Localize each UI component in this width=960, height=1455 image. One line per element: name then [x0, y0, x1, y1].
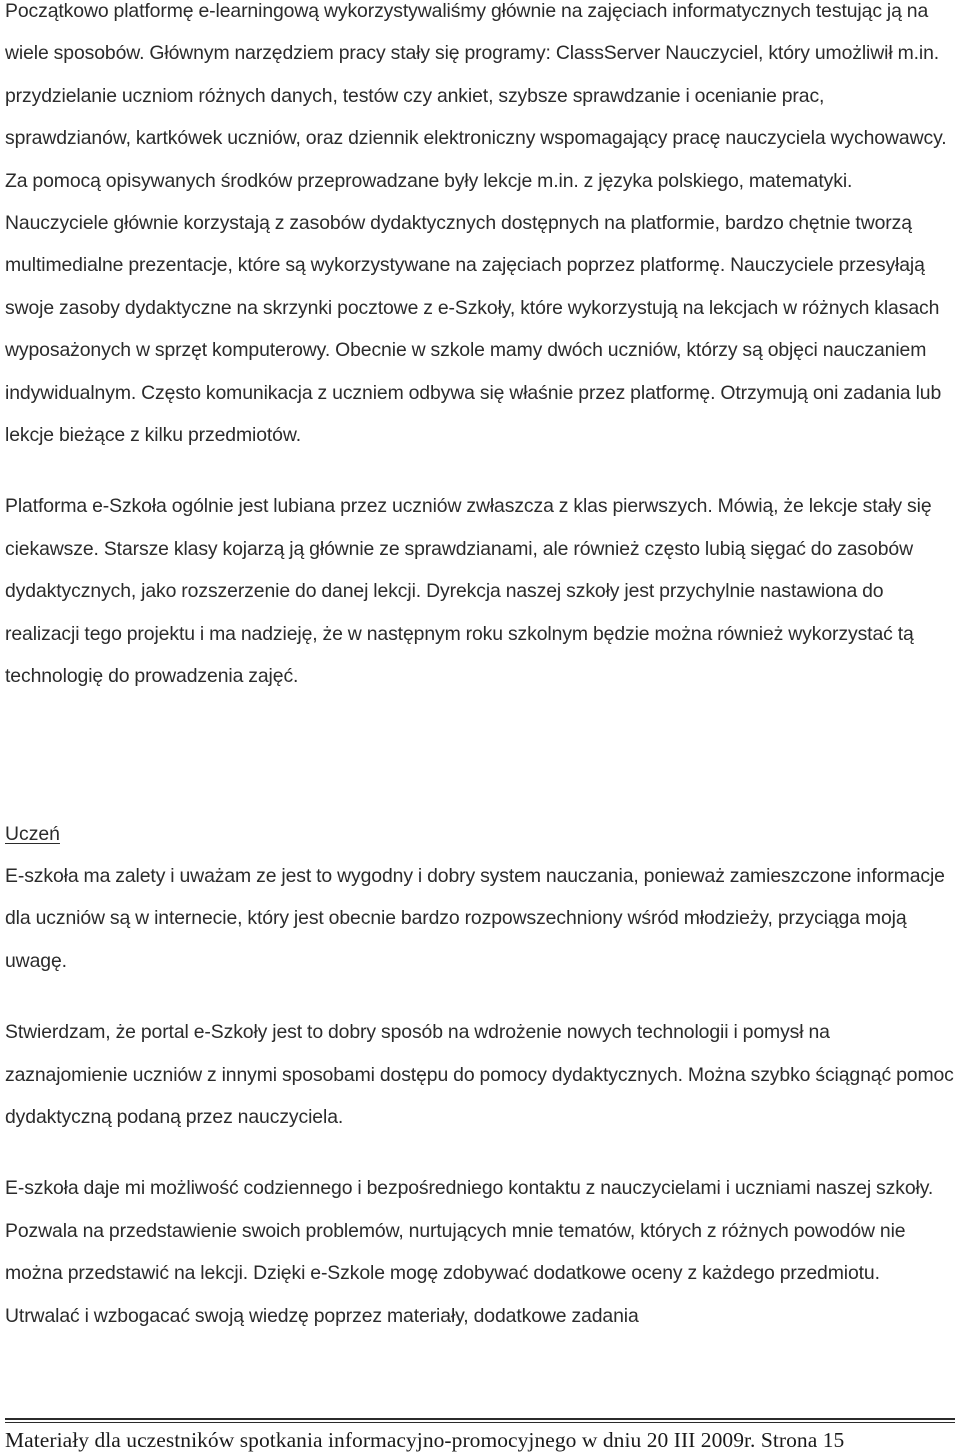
- intro-paragraph-2: Platforma e-Szkoła ogólnie jest lubiana przez uczniów zwłaszcza z klas pierwszych. Mówią, że lekcje stały się ciekawsze. Starsze klasy kojarzą ją głównie ze sprawdzianami, ale również często lubią sięgać do zasobów dydaktycznych, jako rozszerzenie do danej lekcji. Dyrekcja naszej szkoły jest przychylnie nastawiona do realizacji tego projektu i ma nadzieję, że w następnym roku szkolnym będzie można również wykorzystać tą technologię do prowadzenia zajęć.: [5, 495, 932, 688]
- student-paragraph-3: E-szkoła daje mi możliwość codziennego i bezpośredniego kontaktu z nauczycielami i uczniami naszej szkoły. Pozwala na przedstawienie swoich problemów, nurtujących mnie tematów, których z różnych powodów nie można przedstawić na lekcji. Dzięki e-Szkole mogę zdobywać dodatkowe oceny z każdego przedmiotu. Utrwalać i wzbogacać swoją wiedzę poprzez materiały, dodatkowe zadania: [5, 1177, 934, 1327]
- footer-divider: [5, 1418, 955, 1423]
- student-paragraph-1: E-szkoła ma zalety i uważam ze jest to wygodny i dobry system nauczania, ponieważ zamieszczone informacje dla uczniów są w internecie, który jest obecnie bardzo rozpowszechniony wśród młodzieży, przyciąga moją uwagę.: [5, 864, 945, 972]
- page-footer: Materiały dla uczestników spotkania informacyjno-promocyjnego w dniu 20 III 2009r. Strona 15: [5, 1428, 845, 1452]
- section-heading-student: Uczeń: [5, 822, 60, 845]
- intro-paragraph-1: Początkowo platformę e-learningową wykorzystywaliśmy głównie na zajęciach informatycznych testując ją na wiele sposobów. Głównym narzędziem pracy stały się programy: ClassServer Nauczyciel, który umożliwił m.in. przydzielanie uczniom różnych danych, testów czy ankiet, szybsze sprawdzanie i ocenianie prac, sprawdzianów, kartkówek uczniów, oraz dziennik elektroniczny wspomagający pracę nauczyciela wychowawcy. Za pomocą opisywanych środków przeprowadzane były lekcje m.in. z języka polskiego, matematyki. Nauczyciele głównie korzystają z zasobów dydaktycznych dostępnych na platformie, bardzo chętnie tworzą multimedialne prezentacje, które są wykorzystywane na zajęciach poprzez platformę. Nauczyciele przesyłają swoje zasoby dydaktyczne na skrzynki pocztowe z e-Szkoły, które wykorzystują na lekcjach w różnych klasach wyposażonych w sprzęt komputerowy. Obecnie w szkole mamy dwóch uczniów, którzy są objęci nauczaniem indywidualnym. Często komunikacja z uczniem odbywa się właśnie przez platformę. Otrzymują oni zadania lub lekcje bieżące z kilku przedmiotów.: [5, 0, 947, 447]
- student-paragraph-2: Stwierdzam, że portal e-Szkoły jest to dobry sposób na wdrożenie nowych technologii i pomysł na zaznajomienie uczniów z innymi sposobami dostępu do pomocy dydaktycznych. Można szybko ściągnąć pomoc dydaktyczną podaną przez nauczyciela.: [5, 1021, 954, 1128]
- document-body: [5, 0, 955, 1337]
